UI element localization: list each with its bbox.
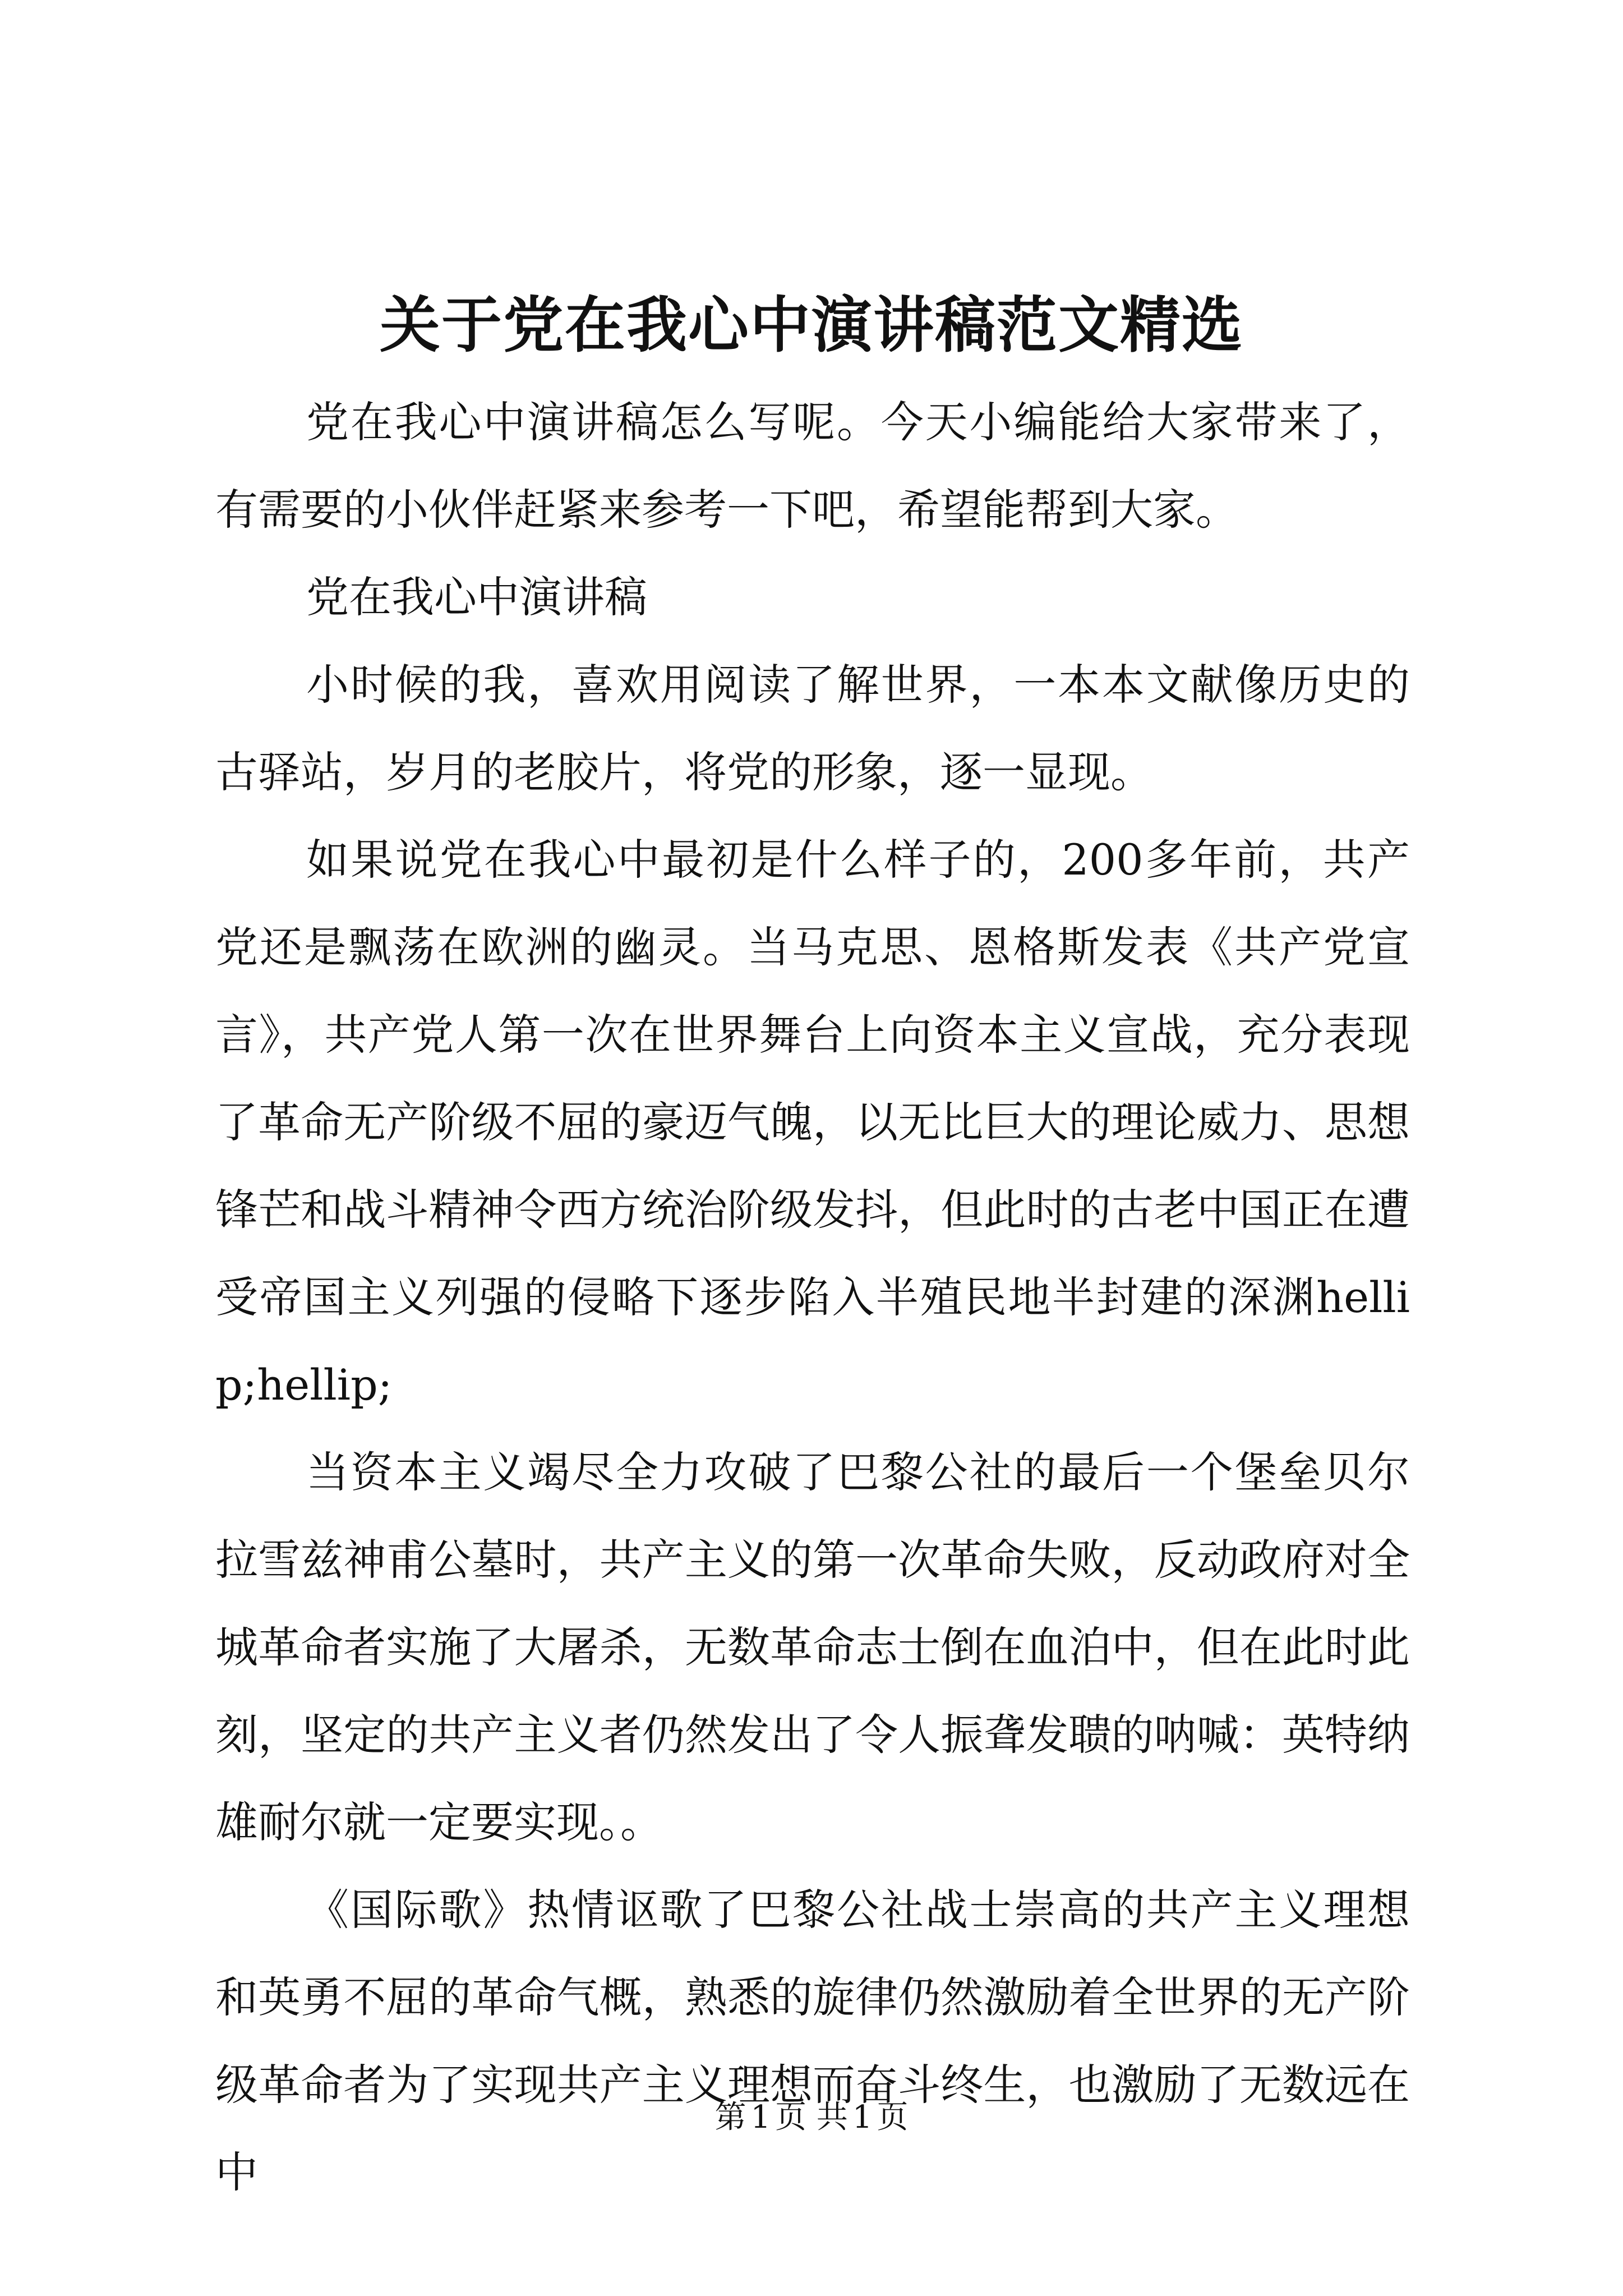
footer-page-prefix: 第 (714, 2099, 746, 2136)
paragraph-childhood: 小时候的我，喜欢用阅读了解世界，一本本文献像历史的古驿站，岁月的老胶片，将党的形象，逐一显现。 (215, 660, 1410, 797)
footer-page-mid: 页 共 (775, 2099, 848, 2136)
footer-page-current: 1 (750, 2099, 771, 2136)
footer-page-total: 1 (852, 2099, 873, 2136)
document-body (215, 379, 1410, 2216)
footer-page-suffix: 页 (877, 2099, 909, 2136)
page-footer (0, 2095, 1623, 2140)
paragraph-manifesto: 如果说党在我心中最初是什么样子的，200多年前，共产党还是飘荡在欧洲的幽灵。当马克思、恩格斯发表《共产党宣言》，共产党人第一次在世界舞台上向资本主义宣战，充分表现了革命无产阶级不屈的豪迈气魄，以无比巨大的理论威力、思想锋芒和战斗精神令西方统治阶级发抖，但此时的古老中国正在遭受帝国主义列强的侵略下逐步陷入半殖民地半封建的深渊hellip;hellip; (215, 835, 1410, 1410)
paragraph-intro: 党在我心中演讲稿怎么写呢。今天小编能给大家带来了，有需要的小伙伴赶紧来参考一下吧，希望能帮到大家。 (215, 397, 1410, 535)
paragraph-internationale: 《国际歌》热情讴歌了巴黎公社战士崇高的共产主义理想和英勇不屈的革命气概，熟悉的旋律仍然激励着全世界的无产阶级革命者为了实现共产主义理想而奋斗终生，也激励了无数远在中 (215, 1885, 1410, 2197)
paragraph-paris-commune: 当资本主义竭尽全力攻破了巴黎公社的最后一个堡垒贝尔拉雪兹神甫公墓时，共产主义的第一次革命失败，反动政府对全城革命者实施了大屠杀，无数革命志士倒在血泊中，但在此时此刻，坚定的共产主义者仍然发出了令人振聋发聩的呐喊：英特纳雄耐尔就一定要实现。。 (215, 1447, 1410, 1847)
paragraph-subheading: 党在我心中演讲稿 (306, 572, 647, 622)
page-title: 关于党在我心中演讲稿范文精选 (379, 290, 1243, 361)
